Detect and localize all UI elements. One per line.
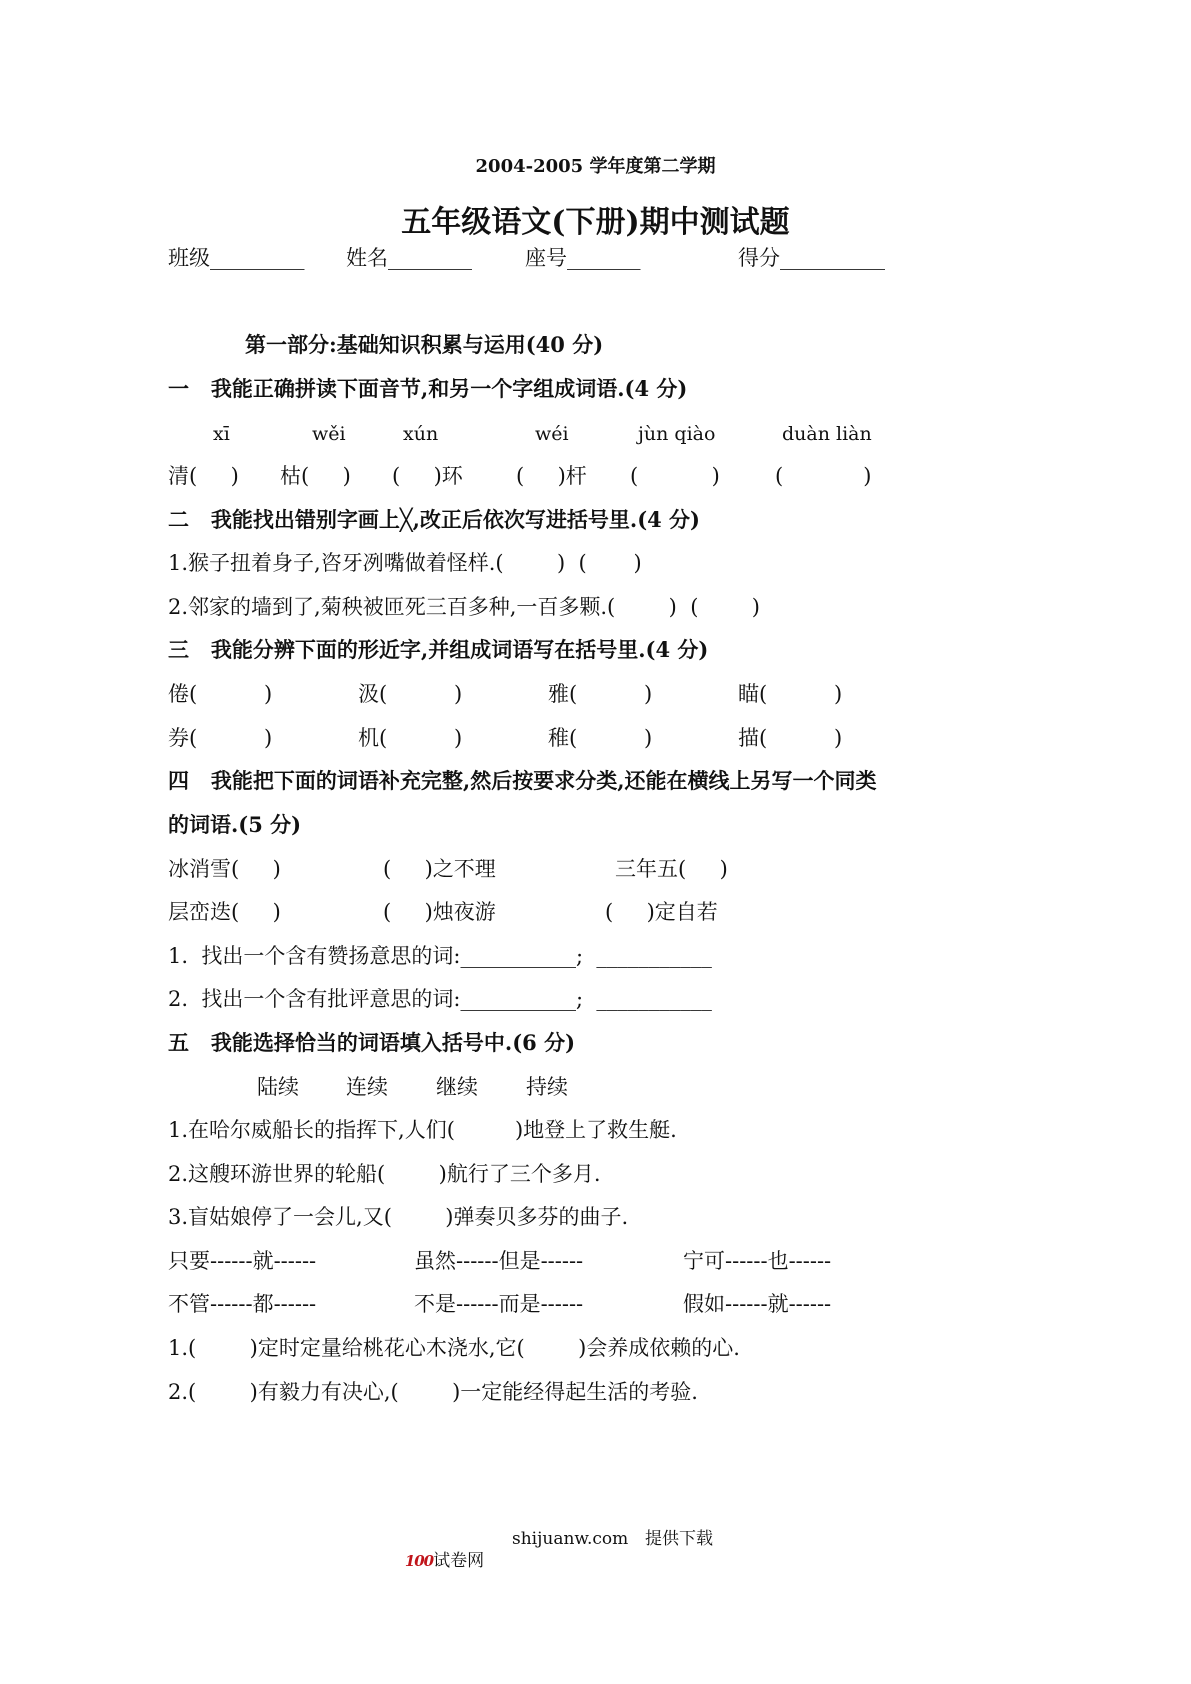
conj-row1-3: 宁可------也------ [683,1249,832,1273]
logo-text: 试卷网 [433,1551,485,1571]
q2-heading: 二 我能找出错别字画上╳,改正后依次写进括号里.(4 分) [168,507,700,532]
q3-row1-3[interactable]: 雅( ) [548,682,653,706]
q3-heading: 三 我能分辨下面的形近字,并组成词语写在括号里.(4 分) [168,637,709,662]
q4-heading-line2: 的词语.(5 分) [168,812,302,837]
name-field[interactable]: 姓名________ [346,246,472,270]
q2-item-2: 2.邻家的墙到了,菊秧被匝死三百多种,一百多颗.( ) ( ) [168,595,760,619]
q4-row1-3[interactable]: 三年五( ) [615,857,728,881]
q4-row1-2[interactable]: ( )之不理 [383,857,496,881]
footer-note: 提供下载 [645,1529,713,1549]
q4-row2-1[interactable]: 层峦迭( ) [168,900,281,924]
q4-row2-3[interactable]: ( )定自若 [605,900,718,924]
conj-row1-1: 只要------就------ [168,1249,317,1273]
q1-blank-5[interactable]: ( ) [630,464,720,488]
conj-row2-2: 不是------而是------ [414,1292,584,1316]
q4-heading-line1: 四 我能把下面的词语补充完整,然后按要求分类,还能在横线上另写一个同类 [168,768,877,793]
q3-row1-4[interactable]: 瞄( ) [738,682,843,706]
footer-site[interactable]: shijuanw.com [512,1529,629,1549]
footer-logo [394,1528,484,1572]
q5-word-4: 持续 [526,1075,568,1099]
q3-row2-2[interactable]: 机( ) [358,726,463,750]
q5-item-3[interactable]: 3.盲姑娘停了一会儿,又( )弹奏贝多芬的曲子. [168,1205,629,1229]
q5-word-2: 连续 [346,1075,388,1099]
q1-blank-6[interactable]: ( ) [775,464,872,488]
conj-item-1[interactable]: 1.( )定时定量给桃花心木浇水,它( )会养成依赖的心. [168,1336,740,1360]
term-heading: 2004-2005 学年度第二学期 [475,156,716,177]
q2-item-1: 1.猴子扭着身子,咨牙冽嘴做着怪样.( ) ( ) [168,551,642,575]
q1-blank-4[interactable]: ( )杆 [516,464,587,488]
q3-row1-2[interactable]: 汲( ) [358,682,463,706]
q4-item-2[interactable]: 2. 找出一个含有批评意思的词:___________; ___________ [168,987,712,1011]
q4-row2-2[interactable]: ( )烛夜游 [383,900,496,924]
q5-item-1[interactable]: 1.在哈尔威船长的指挥下,人们( )地登上了救生艇. [168,1118,677,1142]
q1-pinyin-5: jùn qiào [638,423,716,445]
seat-field[interactable]: 座号_______ [525,246,641,270]
q5-word-3: 继续 [436,1075,478,1099]
q1-pinyin-4: wéi [535,423,569,445]
q4-row1-1[interactable]: 冰消雪( ) [168,857,281,881]
conj-row1-2: 虽然------但是------ [414,1249,584,1273]
q1-blank-2[interactable]: 枯( ) [280,464,351,488]
q5-item-2[interactable]: 2.这艘环游世界的轮船( )航行了三个多月. [168,1162,601,1186]
q3-row2-3[interactable]: 稚( ) [548,726,653,750]
q3-row2-4[interactable]: 描( ) [738,726,843,750]
score-field[interactable]: 得分__________ [738,246,885,270]
conj-row2-1: 不管------都------ [168,1292,317,1316]
logo-mark: 100 [404,1552,434,1570]
q1-pinyin-6: duàn liàn [782,423,872,445]
q5-heading: 五 我能选择恰当的词语填入括号中.(6 分) [168,1030,576,1055]
class-field[interactable]: 班级_________ [168,246,305,270]
q1-blank-1[interactable]: 清( ) [168,464,239,488]
q3-row1-1[interactable]: 倦( ) [168,682,273,706]
q5-word-1: 陆续 [257,1075,299,1099]
q1-heading: 一 我能正确拼读下面音节,和另一个字组成词语.(4 分) [168,376,688,401]
conj-row2-3: 假如------就------ [683,1292,832,1316]
q1-pinyin-1: xī [213,423,230,445]
q1-pinyin-2: wěi [312,423,346,445]
q3-row2-1[interactable]: 券( ) [168,726,273,750]
q4-item-1[interactable]: 1. 找出一个含有赞扬意思的词:___________; ___________ [168,944,712,968]
q1-pinyin-3: xún [403,423,439,445]
conj-item-2[interactable]: 2.( )有毅力有决心,( )一定能经得起生活的考验. [168,1380,698,1404]
part1-heading: 第一部分:基础知识积累与运用(40 分) [245,332,604,357]
q1-blank-3[interactable]: ( )环 [392,464,463,488]
page-title: 五年级语文(下册)期中测试题 [401,205,790,240]
